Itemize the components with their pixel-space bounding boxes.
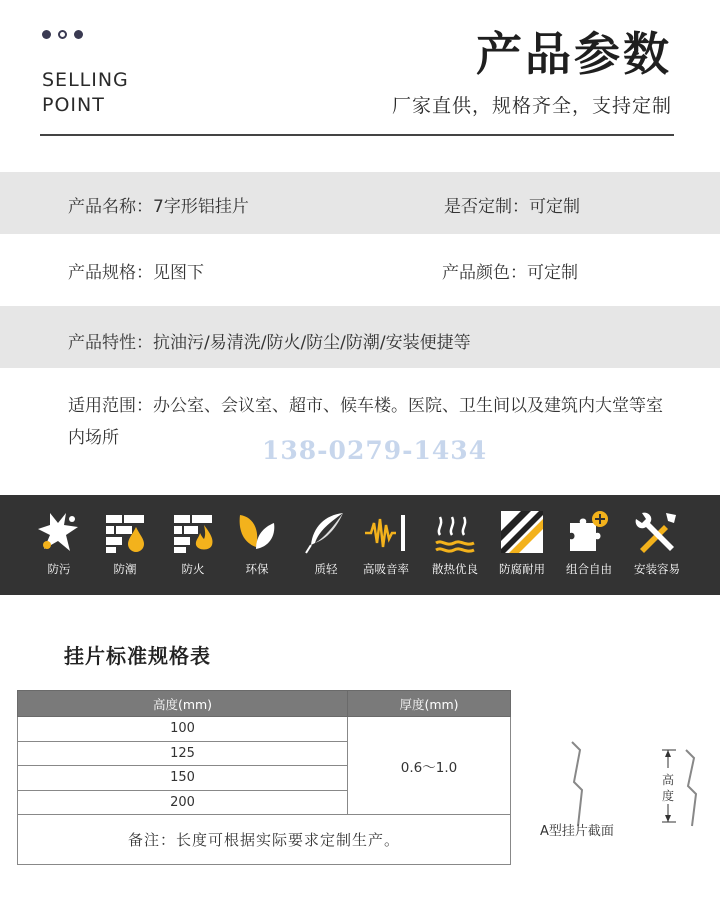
- sound-wave-icon: [363, 509, 409, 555]
- dimension-char-1: 高: [661, 773, 675, 787]
- dot-hollow: [58, 30, 67, 39]
- param-product-name: 产品名称：7字形铝挂片: [68, 197, 249, 217]
- param-row-name: [0, 172, 720, 234]
- brick-fire-icon: [170, 509, 216, 555]
- header-dots: [42, 30, 83, 39]
- feature-stain: [24, 509, 94, 577]
- puzzle-icon: [566, 509, 612, 555]
- height-cell: 100: [18, 717, 348, 742]
- feature-band: [0, 495, 720, 595]
- thickness-cell: 0.6～1.0: [348, 717, 511, 815]
- feature-heat: [420, 509, 490, 577]
- feature-label: 防污: [47, 562, 71, 576]
- table-row: [18, 717, 511, 742]
- feature-label: 防腐耐用: [499, 562, 545, 576]
- selling-point-label: [42, 68, 129, 118]
- spec-table-header: [18, 691, 511, 717]
- table-note: 备注：长度可根据实际要求定制生产。: [18, 815, 511, 865]
- page-subtitle: 厂家直供，规格齐全，支持定制: [391, 95, 672, 117]
- height-cell: 150: [18, 766, 348, 791]
- feature-label: 安装容易: [634, 562, 680, 576]
- dot-filled-2: [74, 30, 83, 39]
- feature-sound: [351, 509, 421, 577]
- param-usage: 适用范围：办公室、会议室、超市、候车楼。医院、卫生间以及建筑内大堂等室内场所: [68, 396, 663, 448]
- feature-label: 质轻: [314, 562, 338, 576]
- feature-moisture: [90, 509, 160, 577]
- selling-line-1: SELLING: [42, 69, 129, 91]
- diagram-caption: A型挂片截面: [540, 824, 614, 839]
- feature-label: 组合自由: [566, 562, 612, 576]
- stain-splash-icon: [36, 509, 82, 555]
- table-note-row: [18, 815, 511, 865]
- dimension-char-2: 度: [661, 789, 675, 803]
- phone-watermark: 138-0279-1434: [262, 436, 488, 465]
- heat-arrows-icon: [432, 509, 478, 555]
- feature-label: 高吸音率: [363, 562, 409, 576]
- feature-eco: [222, 509, 292, 577]
- header-divider: [40, 134, 674, 136]
- profile-section-left: [572, 742, 582, 826]
- feature-label: 散热优良: [432, 562, 478, 576]
- param-row-features: [0, 306, 720, 368]
- feature-install: [622, 509, 692, 577]
- col-height-header: 高度(mm): [18, 691, 348, 717]
- feather-icon: [303, 509, 349, 555]
- page-title: 产品参数: [476, 27, 672, 81]
- col-thickness-header: 厚度(mm): [348, 691, 511, 717]
- feature-combination: [554, 509, 624, 577]
- tools-icon: [634, 509, 680, 555]
- param-features: 产品特性：抗油污/易清洗/防火/防尘/防潮/安装便捷等: [68, 333, 471, 353]
- param-customizable: 是否定制：可定制: [444, 197, 580, 217]
- profile-section-right: [686, 750, 696, 826]
- dot-filled-1: [42, 30, 51, 39]
- feature-corrosion: [487, 509, 557, 577]
- param-row-spec: [0, 236, 720, 302]
- param-color: 产品颜色：可定制: [442, 263, 578, 283]
- stripes-icon: [499, 509, 545, 555]
- leaf-icon: [234, 509, 280, 555]
- feature-fire: [158, 509, 228, 577]
- spec-table: [17, 690, 511, 865]
- feature-label: 环保: [245, 562, 269, 576]
- height-cell: 200: [18, 790, 348, 815]
- feature-label: 防潮: [113, 562, 137, 576]
- height-cell: 125: [18, 741, 348, 766]
- brick-drop-icon: [102, 509, 148, 555]
- selling-line-2: POINT: [42, 94, 105, 116]
- param-spec: 产品规格：见图下: [68, 263, 204, 283]
- feature-label: 防火: [181, 562, 205, 576]
- spec-table-title: 挂片标准规格表: [64, 644, 211, 668]
